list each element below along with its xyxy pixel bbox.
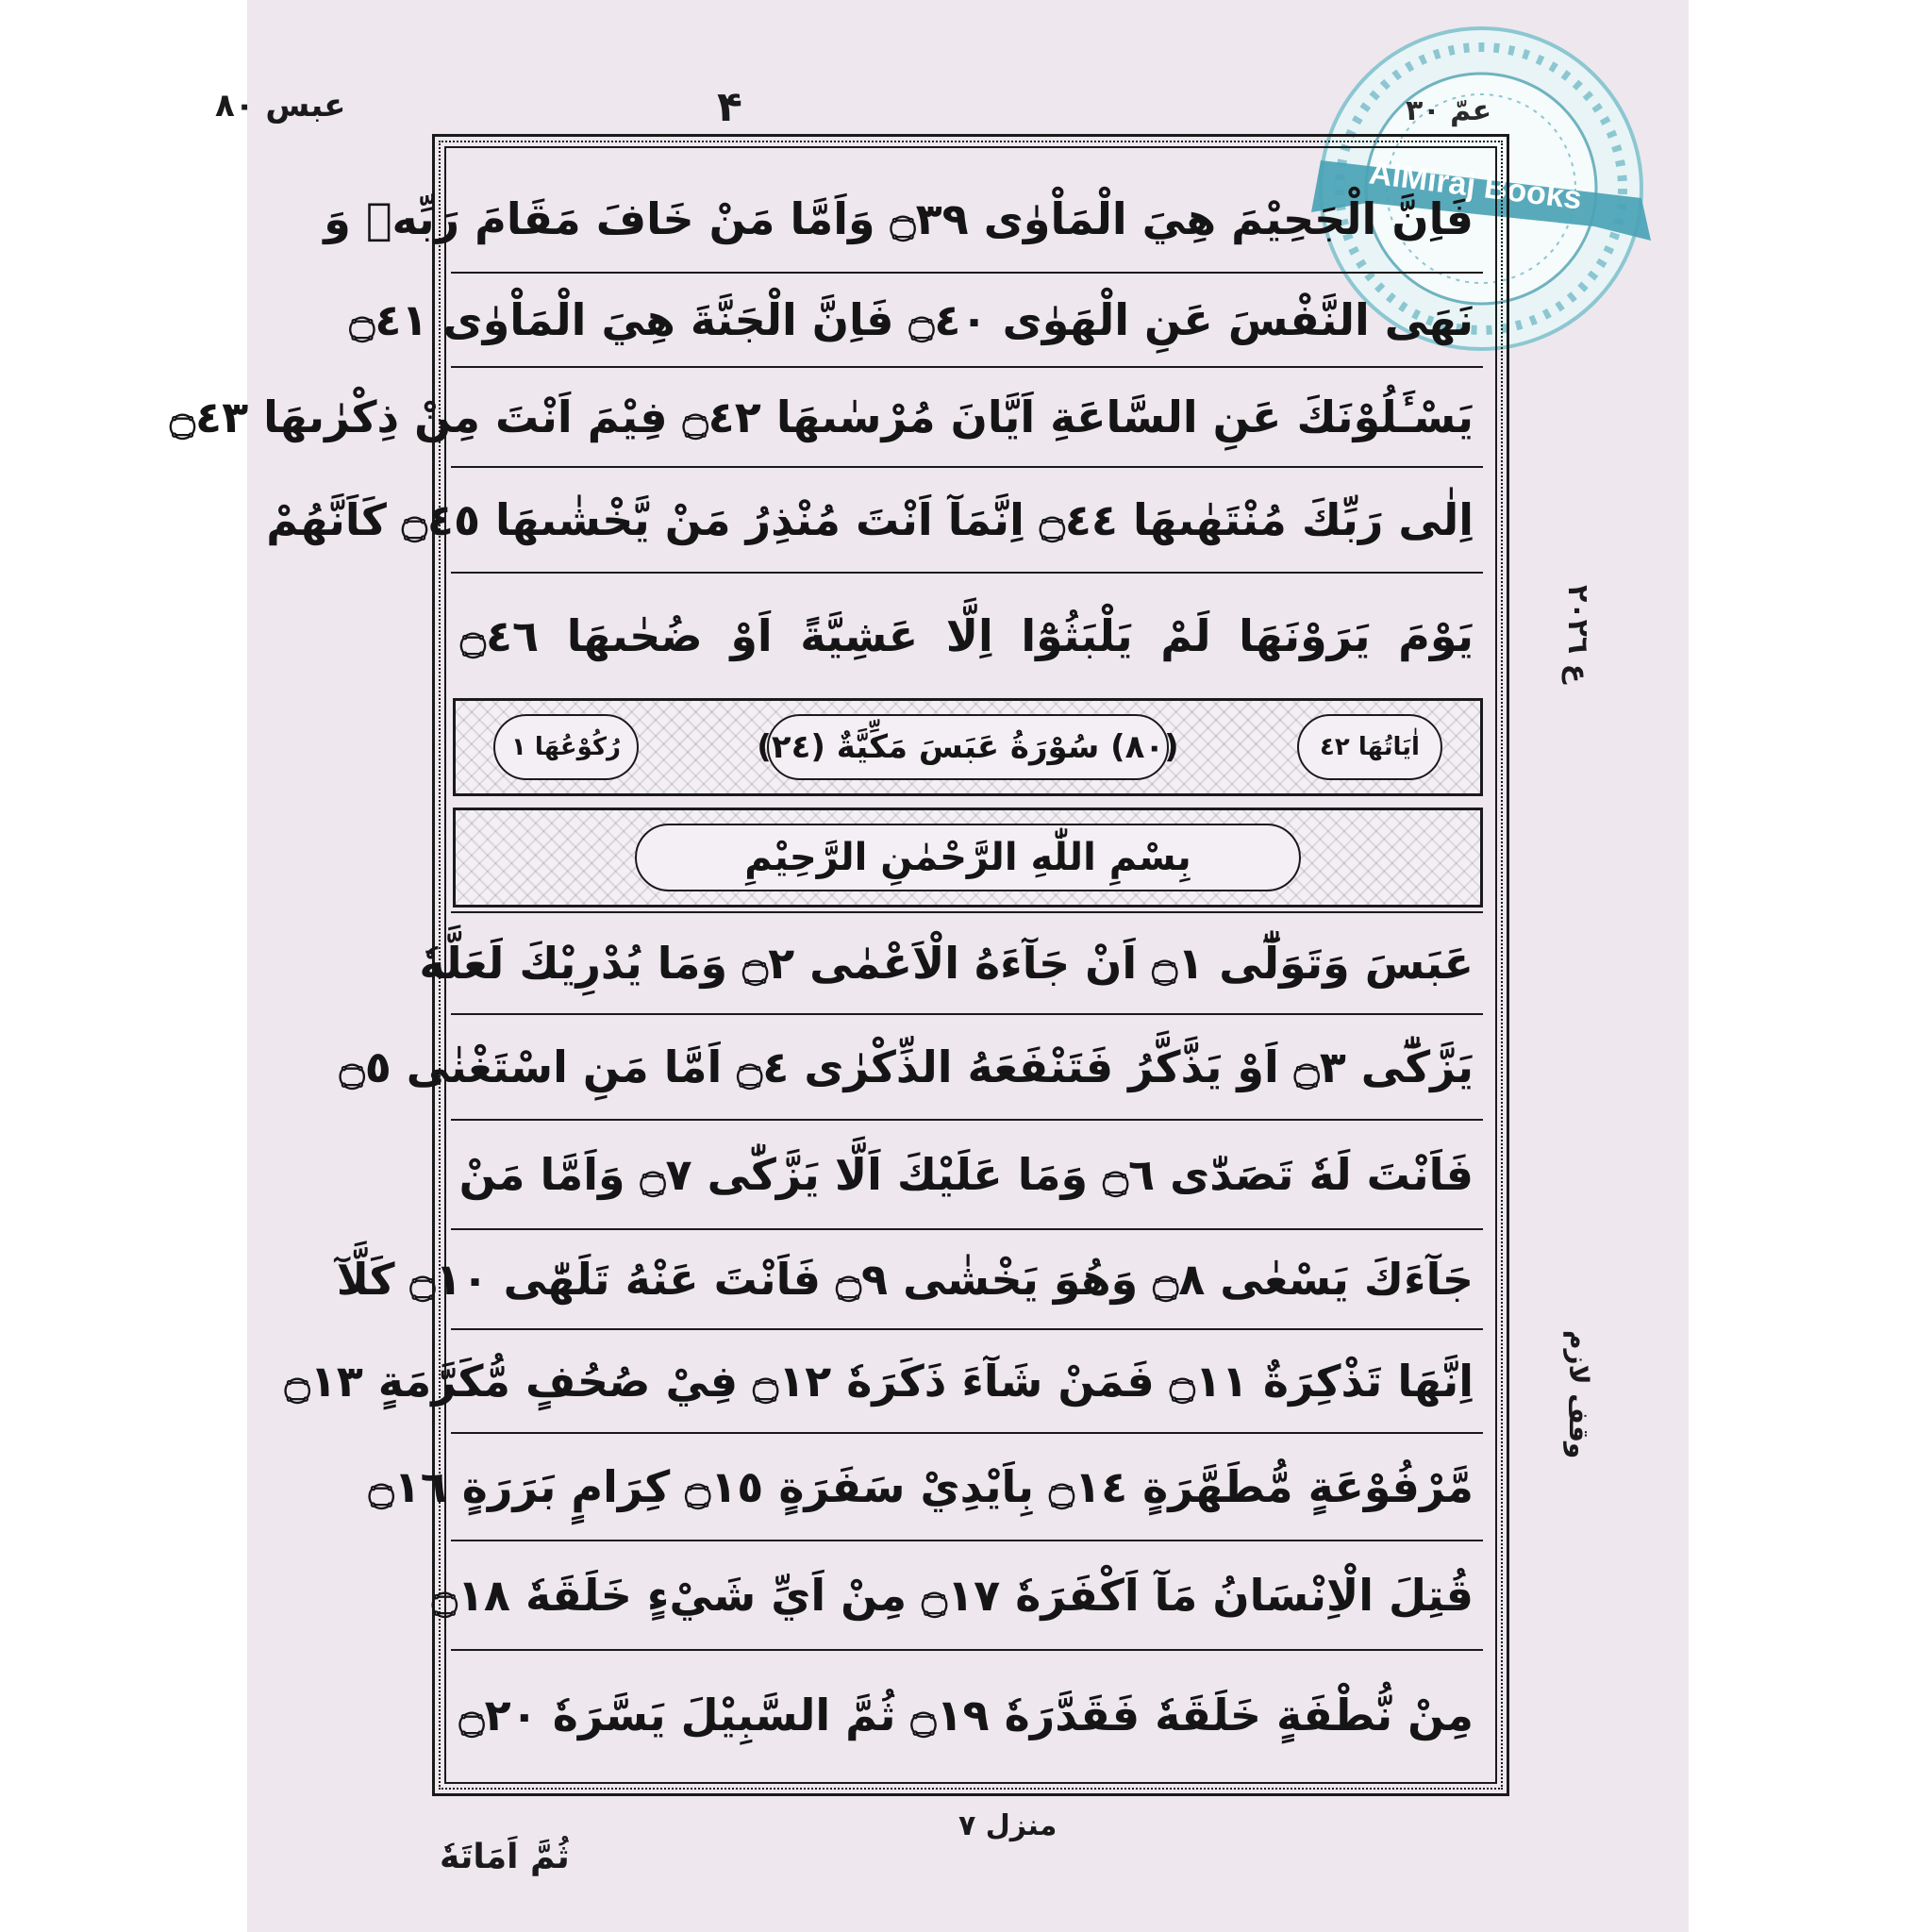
- juz-marker: عمّ ۳۰: [1406, 94, 1492, 127]
- surah-title: (٨٠) سُوْرَةُ عَبَسَ مَكِّيَّةٌ (٢٤): [767, 714, 1169, 780]
- ayat-count: اٰيَاتُهَا ٤٢: [1297, 714, 1442, 780]
- page-number: ۴: [717, 83, 742, 131]
- verse-line: اِنَّهَا تَذْكِرَةٌ ۝١١ فَمَنْ شَآءَ ذَكَرَهٗ ۝١٢ فِيْ صُحُفٍ مُّكَرَّمَةٍ ۝١٣: [451, 1330, 1483, 1434]
- brand-ribbon-text: AlMiraj Books: [1367, 154, 1584, 217]
- verse-line: جَآءَكَ يَسْعٰى ۝٨ وَهُوَ يَخْشٰى ۝٩ فَاَنْتَ عَنْهُ تَلَهّٰى ۝١٠ كَلَّآ: [451, 1230, 1483, 1330]
- surah-title-banner: [453, 698, 1483, 796]
- bismillah-banner: [453, 808, 1483, 908]
- ruku-count: رُكُوْعُهَا ١: [493, 714, 639, 780]
- verse-line: اِلٰى رَبِّكَ مُنْتَهٰىهَا ۝٤٤ اِنَّمَآ اَنْتَ مُنْذِرُ مَنْ يَّخْشٰىهَا ۝٤٥ كَاَنَّهُمْ: [451, 468, 1483, 574]
- manzil-marker: منزل ٧: [958, 1809, 1058, 1842]
- bismillah: بِسْمِ اللّٰهِ الرَّحْمٰنِ الرَّحِيْمِ: [635, 824, 1301, 891]
- ruku-margin-marker: ع ٢٠٢٦: [1561, 585, 1594, 684]
- surah-reference: عبس ٨٠: [215, 87, 346, 125]
- waqf-lazim-note: وقف لازم: [1563, 1330, 1594, 1459]
- catchword: ثُمَّ اَمَاتَهٗ: [440, 1838, 570, 1876]
- verse-line: يَزَّكّٰٓى ۝٣ اَوْ يَذَّكَّرُ فَتَنْفَعَهُ الذِّكْرٰى ۝٤ اَمَّا مَنِ اسْتَغْنٰى ۝٥: [451, 1015, 1483, 1121]
- verse-line: فَاَنْتَ لَهٗ تَصَدّٰى ۝٦ وَمَا عَلَيْكَ اَلَّا يَزَّكّٰى ۝٧ وَاَمَّا مَنْ: [451, 1121, 1483, 1230]
- verse-line: نَهَى النَّفْسَ عَنِ الْهَوٰى ۝٤٠ فَاِنَّ الْجَنَّةَ هِيَ الْمَاْوٰى ۝٤١: [451, 274, 1483, 368]
- verse-line: فَاِنَّ الْجَحِيْمَ هِيَ الْمَاْوٰى ۝٣٩ وَاَمَّا مَنْ خَافَ مَقَامَ رَبِّهٖ وَ: [451, 166, 1483, 274]
- verse-line: مِنْ نُّطْفَةٍ خَلَقَهٗ فَقَدَّرَهٗ ۝١٩ ثُمَّ السَّبِيْلَ يَسَّرَهٗ ۝٢٠: [458, 1690, 1474, 1740]
- verse-line: قُتِلَ الْاِنْسَانُ مَآ اَكْفَرَهٗ ۝١٧ مِنْ اَيِّ شَيْءٍ خَلَقَهٗ ۝١٨: [451, 1541, 1483, 1651]
- verse-line: يَسْـَٔلُوْنَكَ عَنِ السَّاعَةِ اَيَّانَ مُرْسٰىهَا ۝٤٢ فِيْمَ اَنْتَ مِنْ ذِكْرٰىهَا ۝٤٣: [451, 368, 1483, 468]
- verse-line: يَوْمَ يَرَوْنَهَا لَمْ يَلْبَثُوْٓا اِلَّا عَشِيَّةً اَوْ ضُحٰىهَا ۝٤٦: [460, 610, 1474, 661]
- verse-line: عَبَسَ وَتَوَلّٰٓى ۝١ اَنْ جَآءَهُ الْاَعْمٰى ۝٢ وَمَا يُدْرِيْكَ لَعَلَّهٗ: [451, 911, 1483, 1015]
- verse-line: مَّرْفُوْعَةٍ مُّطَهَّرَةٍ ۝١٤ بِاَيْدِيْ سَفَرَةٍ ۝١٥ كِرَامٍ بَرَرَةٍ ۝١٦: [451, 1434, 1483, 1541]
